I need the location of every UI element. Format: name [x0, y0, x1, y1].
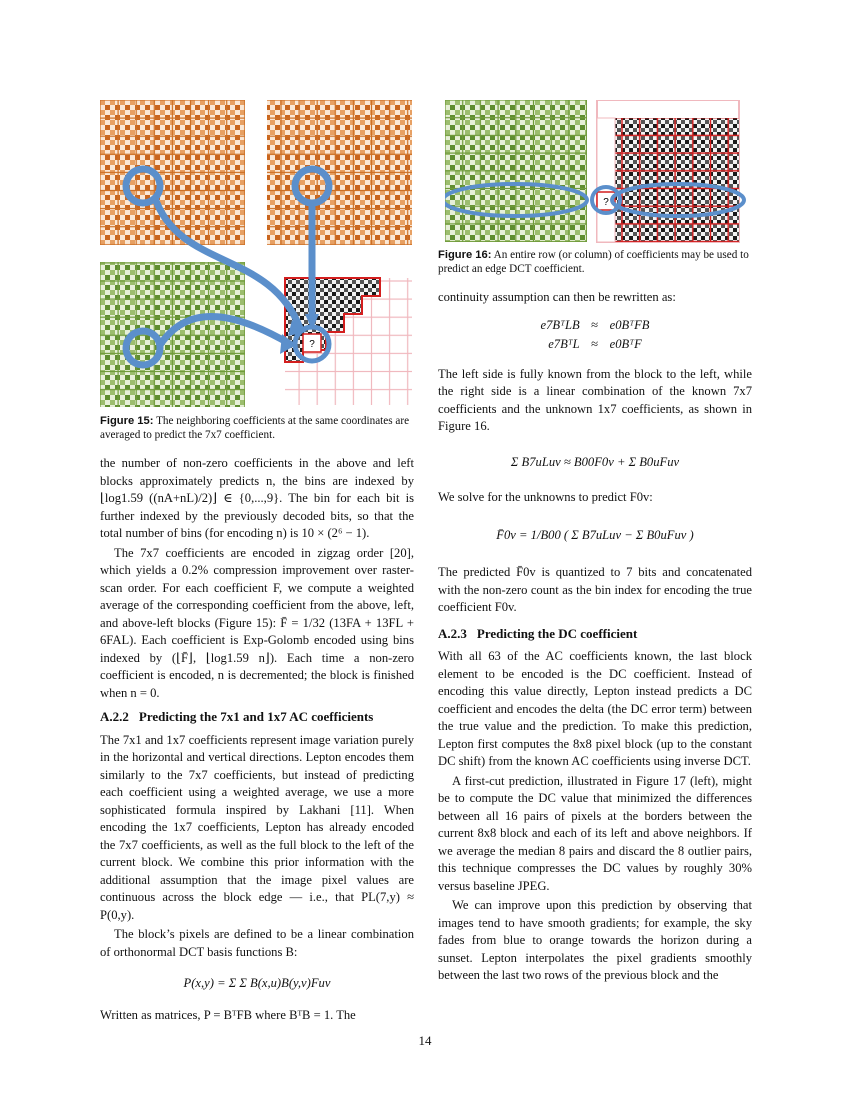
right-paragraph-2: The left side is fully known from the block to the left, while the right side is a linear combination of the known 7x7 coefficients and the unknown 1x7 coefficients, as shown in Figure 16. [438, 366, 752, 433]
left-paragraph-1: the number of non-zero coefficients in the above and left blocks approximately predicts n, the bins are indexed by ⌊log1.59 ((nA+nL)/2)⌋ ∈ {0,...,9}. The bin for each bit is further indexed by the previously decoded bits, so that the total number of bins (for encoding n) is 10 × (2⁶ − 1). [100, 456, 414, 540]
equation-edge-sum: Σ B7uLuv ≈ B00F0v + Σ B0uFuv [510, 454, 680, 469]
section-title: Predicting the 7x1 and 1x7 AC coefficients [138, 709, 374, 724]
section-heading-a-2-3 [438, 625, 752, 643]
current-block-16 [597, 100, 739, 242]
left-paragraph-3: The 7x1 and 1x7 coefficients represent image variation purely in the horizontal and vertical directions. Lepton encodes them similarly to the 7x7 coefficients, but instead of predicting each coefficient using a weighted average, we use a more sophisticated formula inspired by Lakhani [11]. When encoding the 1x7 coefficients, Lepton has already encoded the 7x7 coefficients, as well as the full block to the left of the current block. We combine this prior information with the additional assumption that the image pixel values are continuous across the block edge — i.e., that PL(7,y) ≈ P(0,y). [100, 732, 414, 922]
figure-15-label: Figure 15: [100, 415, 154, 427]
left-paragraph-4: The block’s pixels are defined to be a linear combination of orthonormal DCT basis functions B: [100, 927, 414, 959]
known-left-block [445, 100, 587, 242]
right-paragraph-7: We can improve upon this prediction by observing that images tend to have smooth gradients; for example, the sky fades from blue to orange towards the horizon during a sunset. Lepton interpolates the pixel gradients smoothly between the last two rows of the previous block and the [438, 898, 752, 982]
figure-16-caption [438, 248, 752, 276]
left-paragraph-2: The 7x7 coefficients are encoded in zigzag order [20], which yields a 0.2% compression improvement over raster-scan order. For each coefficient F, we compute a weighted average of the corresponding coefficient from the above, left, and above-left blocks (Figure 15): F̄ = 1/32 (13FA + 13FL + 6FAL). Each coefficient is Exp-Golomb encoded using bins indexed by (⌊F̄⌋, ⌊log1.59 n⌋). Each time a non-zero coefficient is encoded, n is decremented; the block is finished when n = 0. [100, 545, 414, 700]
equation-pixel-basis: P(x,y) = Σ Σ B(x,u)B(y,v)Fuv [183, 976, 331, 990]
section-number: A.2.2 [100, 709, 129, 724]
figure-15-caption-text: The neighboring coefficients at the same coordinates are averaged to predict the 7x7 coefficient. [100, 415, 410, 442]
section-heading-a-2-2 [100, 708, 414, 726]
figure-16-caption-text: An entire row (or column) of coefficients may be used to predict an edge DCT coefficient. [438, 249, 749, 276]
figure-16-dct-grids [445, 100, 755, 248]
section-number: A.2.3 [438, 625, 467, 641]
eq-row1-rhs: e0BᵀFB [609, 317, 650, 332]
above-block [267, 100, 412, 245]
edge-prediction-marker: ? [603, 197, 609, 208]
figure-15-dct-grids [100, 100, 420, 410]
eq-row1-op: ≈ [591, 317, 599, 332]
right-paragraph-3: We solve for the unknowns to predict F0v: [438, 490, 653, 504]
equation-predict-f0v: F̄0v = 1/B00 ( Σ B7uLuv − Σ B0uFuv ) [496, 527, 694, 542]
eq-row1-lhs: e7BᵀLB [540, 317, 580, 332]
figure-16-label: Figure 16: [438, 249, 492, 261]
right-paragraph-1: continuity assumption can then be rewritten as: [438, 290, 676, 304]
equation-continuity [438, 317, 752, 354]
eq-row2-lhs: e7BᵀL [548, 337, 580, 351]
section-title: Predicting the DC coefficient [476, 625, 638, 641]
eq-row2-rhs: e0BᵀF [609, 337, 642, 351]
right-paragraph-5: With all 63 of the AC coefficients known, the last block element to be encoded is the DC coefficient. Instead of encoding this value directly, Lepton instead predicts a DC coefficient and encodes the delta (the DC error term) between the true value and the prediction. To make this prediction, Lepton first computes the 8x8 pixel block (up to the constant DC shift) from the known AC coefficients using inverse DCT. [438, 649, 752, 768]
prediction-marker: ? [309, 339, 315, 350]
right-column [438, 289, 752, 985]
page-number: 14 [418, 1033, 432, 1048]
left-column [100, 455, 414, 1024]
figure-15-caption [100, 414, 418, 442]
right-paragraph-6: A first-cut prediction, illustrated in Figure 17 (left), might be to compute the DC value that minimized the differences between all 16 pairs of pixels at the borders between the current 8x8 block and each of its left and above neighbors. If we average the median 8 pairs and discard the 8 outlier pairs, this technique compresses the DC values by roughly 30% versus baseline JPEG. [438, 773, 752, 893]
left-paragraph-5: Written as matrices, P = BᵀFB where BᵀB = 1. The [100, 1007, 356, 1022]
eq-row2-op: ≈ [591, 337, 599, 351]
right-paragraph-4: The predicted F̄0v is quantized to 7 bits and concatenated with the non-zero count as the bin index for encoding the true coefficient F0v. [438, 565, 752, 614]
current-block [285, 278, 412, 405]
